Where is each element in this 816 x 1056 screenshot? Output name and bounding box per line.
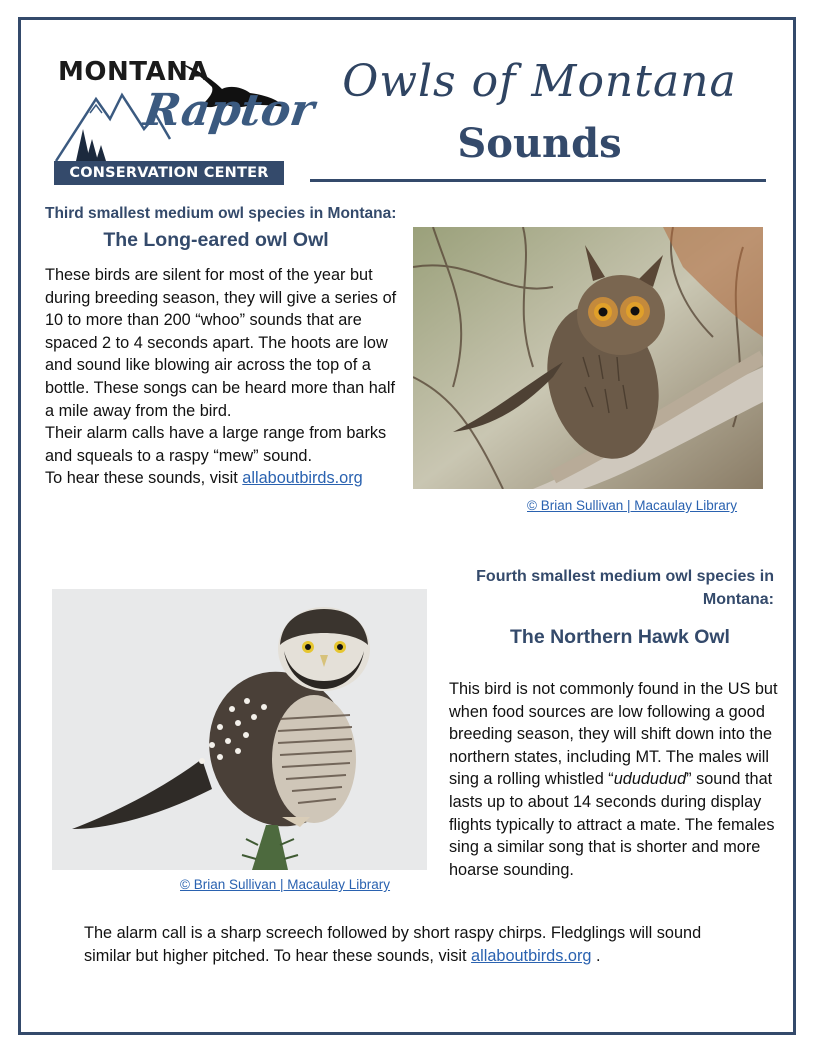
section1-visit-prefix: To hear these sounds, visit: [45, 469, 243, 488]
section2-para-after: ” sound that lasts up to about 14 seconds during display flights typically to attract a mate. The females sing a similar song that is shorter and more hoarse sounding.: [449, 770, 775, 879]
section1-paragraph-2: Their alarm calls have a large range from barks and squeals to a raspy “mew” sound.: [45, 424, 387, 465]
section2-para-emphasis: udududud: [613, 770, 687, 789]
photo-credit-2[interactable]: © Brian Sullivan | Macaulay Library: [180, 877, 391, 892]
section2-kicker: Fourth smallest medium owl species in Montana:: [476, 568, 774, 608]
title-divider: [310, 179, 766, 182]
section1-body: [45, 264, 397, 490]
page-title: Sounds: [457, 120, 622, 167]
section2-para-before: This bird is not commonly found in the US but when food sources are low following a good breeding season, they will shift down into the northern states, including MT. The males will sing a rolling whistled “: [449, 680, 778, 789]
section2-heading: The Northern Hawk Owl: [510, 626, 730, 648]
closing-text: The alarm call is a sharp screech followed by short raspy chirps. Fledglings will sound similar but higher pitched. To hear these sounds, visit: [84, 924, 702, 965]
northern-hawk-owl-image: [52, 589, 427, 870]
raptor-center-logo: [52, 55, 318, 187]
section2-body: [449, 678, 794, 881]
logo-raptor-word: Raptor: [140, 85, 318, 136]
long-eared-owl-image: [413, 227, 763, 489]
section1-visit-line: [45, 467, 397, 490]
section1-heading: The Long-eared owl Owl: [103, 229, 329, 251]
long-eared-owl-photo: [413, 227, 763, 489]
section1-paragraph-1: These birds are silent for most of the year but during breeding season, they will give a series of 10 to more than 200 “whoo” sounds that are spaced 2 to 4 seconds apart. The hoots are low and sound like blowing air across the top of a bottle. These songs can be heard more than half a mile away from the bird.: [45, 266, 397, 420]
photo-credit-1[interactable]: © Brian Sullivan | Macaulay Library: [527, 498, 738, 513]
allaboutbirds-link-1[interactable]: allaboutbirds.org: [242, 469, 363, 488]
closing-suffix: .: [591, 946, 601, 965]
page-title-script: Owls of Montana: [342, 56, 737, 107]
northern-hawk-owl-photo: [52, 589, 427, 870]
logo-banner: CONSERVATION CENTER: [54, 161, 284, 185]
closing-paragraph: [84, 922, 744, 967]
section1-kicker: Third smallest medium owl species in Montana:: [45, 205, 397, 222]
logo-montana-word: MONTANA: [58, 57, 209, 87]
section2-paragraph: [449, 678, 794, 881]
allaboutbirds-link-2[interactable]: allaboutbirds.org: [471, 946, 592, 965]
